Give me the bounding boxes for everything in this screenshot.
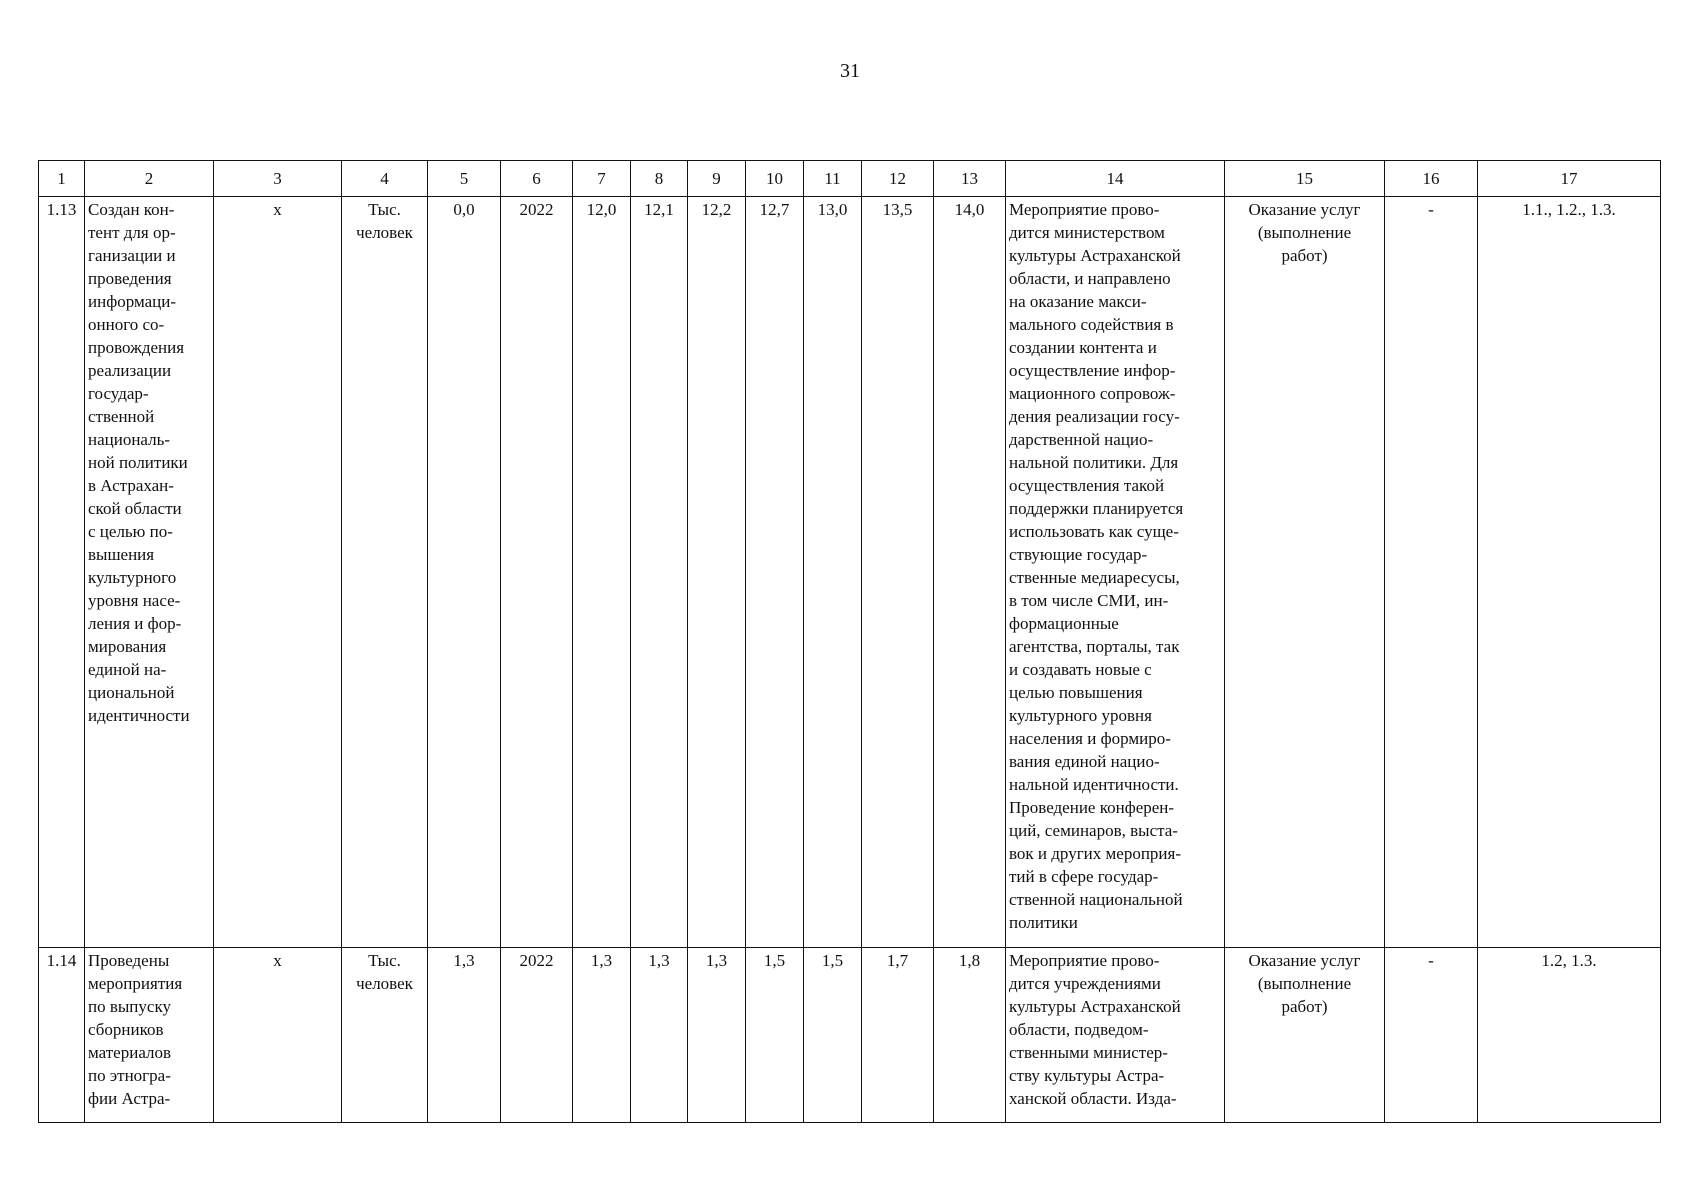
header-cell-1: 1 <box>39 161 85 197</box>
description: Мероприятие прово- дится учреждениями культуры Астраханской области, подведом- ственными министер- ству культуры Астра- ханской области. Изда- <box>1006 948 1225 1123</box>
value-col8: 12,1 <box>631 197 688 948</box>
unit: Тыс. человек <box>342 948 428 1123</box>
related-links: 1.2, 1.3. <box>1478 948 1661 1123</box>
page-number: 31 <box>840 60 860 82</box>
value-col11: 1,5 <box>804 948 862 1123</box>
col3-value: х <box>214 197 342 948</box>
indicator-name: Проведены мероприятия по выпуску сборников материалов по этногра- фии Астра- <box>85 948 214 1123</box>
row-id: 1.13 <box>39 197 85 948</box>
header-cell-12: 12 <box>862 161 934 197</box>
table-row <box>39 197 1661 948</box>
unit: Тыс. человек <box>342 197 428 948</box>
value-col10: 1,5 <box>746 948 804 1123</box>
base-year: 2022 <box>501 948 573 1123</box>
value-col7: 12,0 <box>573 197 631 948</box>
header-cell-11: 11 <box>804 161 862 197</box>
value-col12: 13,5 <box>862 197 934 948</box>
value-col9: 12,2 <box>688 197 746 948</box>
work-type: Оказание услуг (выполнение работ) <box>1225 197 1385 948</box>
indicators-table <box>38 160 1661 1123</box>
header-cell-16: 16 <box>1385 161 1478 197</box>
header-cell-9: 9 <box>688 161 746 197</box>
table-row <box>39 948 1661 1123</box>
value-col12: 1,7 <box>862 948 934 1123</box>
value-col11: 13,0 <box>804 197 862 948</box>
value-col9: 1,3 <box>688 948 746 1123</box>
header-cell-8: 8 <box>631 161 688 197</box>
base-year: 2022 <box>501 197 573 948</box>
header-cell-13: 13 <box>934 161 1006 197</box>
description: Мероприятие прово- дится министерством культуры Астраханской области, и направлено на оказание макси- мального содействия в создании контента и осуществление инфор- мационного сопровож- дения реализации госу- дарственной нацио- нальной политики. Для осуществления такой поддержки планируется использовать как суще- ствующие государ- ственные медиаресусы, в том числе СМИ, ин- формационные агентства, порталы, так и создавать новые с целью повышения культурного уровня населения и формиро- вания единой нацио- нальной идентичности. Проведение конферен- ций, семинаров, выста- вок и других мероприя- тий в сфере государ- ственной национальной политики <box>1006 197 1225 948</box>
header-cell-6: 6 <box>501 161 573 197</box>
base-value: 1,3 <box>428 948 501 1123</box>
value-col13: 1,8 <box>934 948 1006 1123</box>
header-cell-10: 10 <box>746 161 804 197</box>
header-cell-14: 14 <box>1006 161 1225 197</box>
header-cell-7: 7 <box>573 161 631 197</box>
row-id: 1.14 <box>39 948 85 1123</box>
value-col8: 1,3 <box>631 948 688 1123</box>
value-col10: 12,7 <box>746 197 804 948</box>
col16-value: - <box>1385 948 1478 1123</box>
related-links: 1.1., 1.2., 1.3. <box>1478 197 1661 948</box>
header-row <box>39 161 1661 197</box>
indicator-name: Создан кон- тент для ор- ганизации и проведения информаци- онного со- провождения реализации государ- ственной националь- ной политики в Астрахан- ской области с целью по- вышения культурного уровня насе- ления и фор- мирования единой на- циональной идентичности <box>85 197 214 948</box>
value-col13: 14,0 <box>934 197 1006 948</box>
header-cell-5: 5 <box>428 161 501 197</box>
col3-value: х <box>214 948 342 1123</box>
header-cell-17: 17 <box>1478 161 1661 197</box>
header-cell-2: 2 <box>85 161 214 197</box>
header-cell-3: 3 <box>214 161 342 197</box>
value-col7: 1,3 <box>573 948 631 1123</box>
header-cell-15: 15 <box>1225 161 1385 197</box>
col16-value: - <box>1385 197 1478 948</box>
work-type: Оказание услуг (выполнение работ) <box>1225 948 1385 1123</box>
header-cell-4: 4 <box>342 161 428 197</box>
base-value: 0,0 <box>428 197 501 948</box>
